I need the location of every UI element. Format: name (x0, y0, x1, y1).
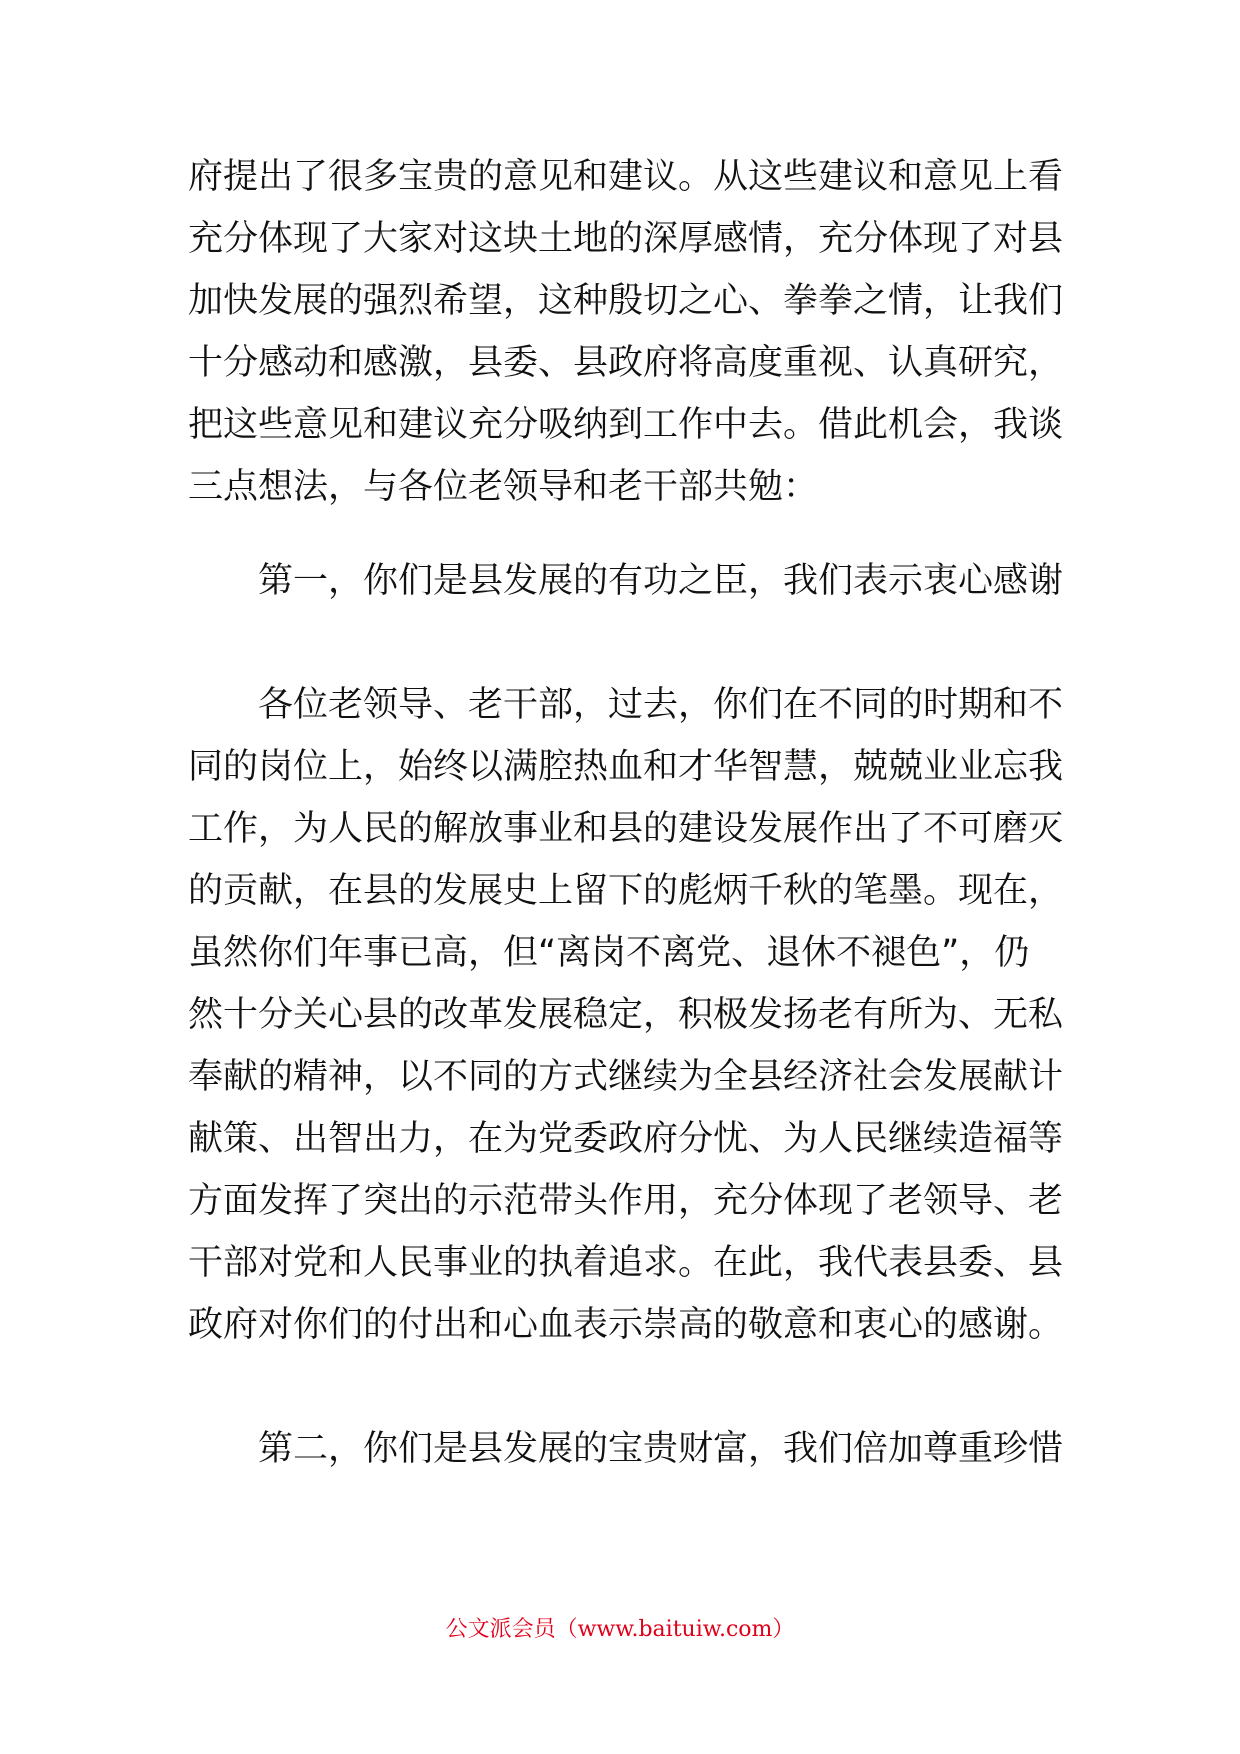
paragraph-2-line-4: 的贡献，在县的发展史上留下的彪炳千秋的笔墨。现在， (188, 871, 1064, 911)
paragraph-1-line-2: 充分体现了大家对这块土地的深厚感情，充分体现了对县 (188, 219, 1064, 259)
paragraph-2-line-5: 虽然你们年事已高，但“离岗不离党、退休不褪色”，仍 (188, 933, 1030, 973)
paragraph-2-line-7: 奉献的精神，以不同的方式继续为全县经济社会发展献计 (188, 1057, 1064, 1097)
paragraph-1-line-3: 加快发展的强烈希望，这种殷切之心、拳拳之情，让我们 (188, 281, 1064, 321)
paragraph-1-line-1: 府提出了很多宝贵的意见和建议。从这些建议和意见上看 (188, 157, 1064, 197)
paragraph-2-line-10: 干部对党和人民事业的执着追求。在此，我代表县委、县 (188, 1243, 1064, 1283)
footer-watermark: 公文派会员（www.baituiw.com） (445, 1617, 795, 1642)
paragraph-2-line-11: 政府对你们的付出和心血表示崇高的敬意和衷心的感谢。 (188, 1305, 1064, 1345)
paragraph-1-line-5: 把这些意见和建议充分吸纳到工作中去。借此机会，我谈 (188, 405, 1064, 445)
paragraph-2-line-2: 同的岗位上，始终以满腔热血和才华智慧，兢兢业业忘我 (188, 747, 1064, 787)
paragraph-1-line-4: 十分感动和感激，县委、县政府将高度重视、认真研究， (188, 343, 1064, 383)
paragraph-2-line-6: 然十分关心县的改革发展稳定，积极发扬老有所为、无私 (188, 995, 1064, 1035)
paragraph-1-line-6: 三点想法，与各位老领导和老干部共勉： (188, 467, 819, 507)
section-heading-2: 第二，你们是县发展的宝贵财富，我们倍加尊重珍惜 (258, 1429, 1064, 1469)
paragraph-2-line-8: 献策、出智出力，在为党委政府分忧、为人民继续造福等 (188, 1119, 1064, 1159)
paragraph-2-line-1: 各位老领导、老干部，过去，你们在不同的时期和不 (258, 685, 1064, 725)
paragraph-2-line-3: 工作，为人民的解放事业和县的建设发展作出了不可磨灭 (188, 809, 1064, 849)
paragraph-2-line-9: 方面发挥了突出的示范带头作用，充分体现了老领导、老 (188, 1181, 1064, 1221)
section-heading-1: 第一，你们是县发展的有功之臣，我们表示衷心感谢 (258, 561, 1064, 601)
